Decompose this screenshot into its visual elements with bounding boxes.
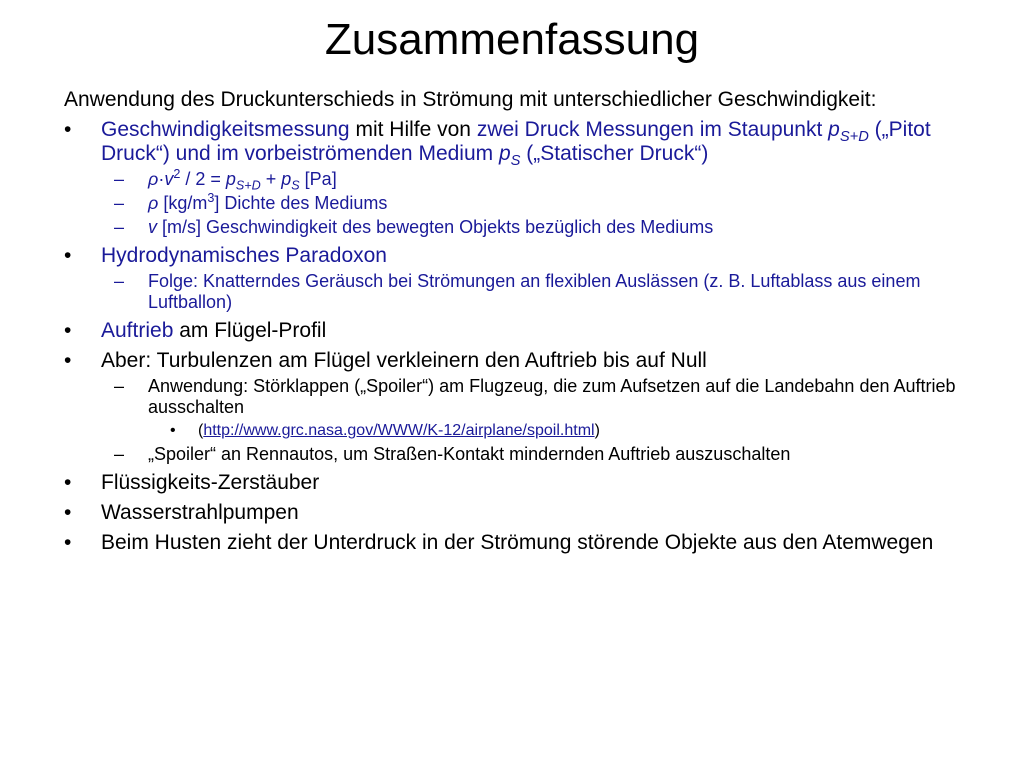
dash-marker: – xyxy=(114,444,125,464)
spoiler-racecar-text: „Spoiler“ an Rennautos, um Straßen-Kontakt mindernden Auftrieb auszuschalten xyxy=(148,444,791,464)
intro-text: Anwendung des Druckunterschieds in Strömung mit unterschiedlicher Geschwindigkeit: xyxy=(64,88,877,111)
bullet-text-blue: („Pitot Druck“) und im vorbeiströmenden Medium xyxy=(101,118,931,165)
bullet-turbulence xyxy=(64,349,964,373)
dot-symbol: · xyxy=(158,169,165,189)
bullet-marker: • xyxy=(64,244,72,267)
pressure-subscript: S+D xyxy=(839,129,869,146)
bullet-hydrodynamic-paradox xyxy=(64,244,964,268)
sub-bullet-spoiler-aircraft xyxy=(64,376,964,418)
pressure-symbol: p xyxy=(225,169,236,189)
v-symbol: v xyxy=(164,169,174,189)
unit-text: [Pa] xyxy=(299,169,337,189)
pressure-symbol: p xyxy=(828,118,840,141)
rho-symbol: ρ xyxy=(148,169,159,189)
paren-close: ) xyxy=(594,422,600,439)
atomizer-text: Flüssigkeits-Zerstäuber xyxy=(101,471,320,494)
pressure-subscript: S xyxy=(291,178,300,193)
bullet-coughing xyxy=(64,531,964,555)
sub-bullet-velocity xyxy=(64,217,964,238)
bullet-marker: • xyxy=(64,531,72,554)
bullet-marker: • xyxy=(170,422,176,439)
bullet-marker: • xyxy=(64,319,72,342)
bullet-velocity-measurement xyxy=(64,118,964,170)
lift-text: am Flügel-Profil xyxy=(173,319,327,342)
pressure-symbol: p xyxy=(498,142,511,165)
sub-bullet-consequence xyxy=(64,271,964,313)
bullet-marker: • xyxy=(64,349,72,372)
bullet-water-jet-pump xyxy=(64,501,964,525)
bullet-text-blue: zwei Druck Messungen im Staupunkt xyxy=(476,118,829,141)
bullet-lift xyxy=(64,319,964,343)
v-symbol: v xyxy=(148,217,157,237)
bullet-atomizer xyxy=(64,471,964,495)
bullet-text-blue: („Statischer Druck“) xyxy=(520,142,709,165)
bullet-text: mit Hilfe von xyxy=(349,118,477,141)
consequence-text: Folge: Knatterndes Geräusch bei Strömungen an flexiblen Auslässen (z. B. Luftablass aus einem Luftballon) xyxy=(148,271,921,312)
pressure-subscript: S xyxy=(510,153,521,170)
density-text: ] Dichte des Mediums xyxy=(214,193,388,213)
formula-text: / 2 = xyxy=(180,169,226,189)
dash-marker: – xyxy=(114,169,125,189)
hydrodynamic-paradox-term: Hydrodynamisches Paradoxon xyxy=(101,244,387,267)
velocity-text: [m/s] Geschwindigkeit des bewegten Objekts bezüglich des Mediums xyxy=(157,217,714,237)
rho-symbol: ρ xyxy=(148,193,159,213)
unit-text: [kg/m xyxy=(158,193,208,213)
sub-bullet-spoiler-racecar xyxy=(64,444,964,465)
plus-sign: + xyxy=(260,169,282,189)
water-jet-pump-text: Wasserstrahlpumpen xyxy=(101,501,299,524)
velocity-measurement-term: Geschwindigkeitsmessung xyxy=(101,118,350,141)
nasa-spoiler-link[interactable]: http://www.grc.nasa.gov/WWW/K-12/airplane/spoil.html xyxy=(203,422,595,439)
dash-marker: – xyxy=(114,376,125,396)
sub-bullet-density xyxy=(64,193,964,214)
bullet-marker: • xyxy=(64,118,72,141)
pressure-subscript: S+D xyxy=(235,178,261,193)
pressure-symbol: p xyxy=(281,169,292,189)
bullet-marker: • xyxy=(64,471,72,494)
slide-content xyxy=(64,88,964,555)
turbulence-text: Aber: Turbulenzen am Flügel verkleinern den Auftrieb bis auf Null xyxy=(101,349,707,372)
dash-marker: – xyxy=(114,271,125,291)
lift-term: Auftrieb xyxy=(101,319,174,342)
paren-open: ( xyxy=(198,422,204,439)
bullet-marker: • xyxy=(64,501,72,524)
dash-marker: – xyxy=(114,217,125,237)
exponent: 3 xyxy=(207,191,215,205)
sub-sub-bullet-nasa-link xyxy=(64,421,964,441)
exponent: 2 xyxy=(173,167,181,181)
spoiler-aircraft-text: Anwendung: Störklappen („Spoiler“) am Flugzeug, die zum Aufsetzen auf die Landebahn den Auftrieb ausschalten xyxy=(148,376,956,417)
coughing-text: Beim Husten zieht der Unterdruck in der Strömung störende Objekte aus den Atemwegen xyxy=(101,531,934,554)
dash-marker: – xyxy=(114,193,125,213)
sub-bullet-pressure-formula xyxy=(64,167,964,193)
slide-title: Zusammenfassung xyxy=(324,15,700,64)
